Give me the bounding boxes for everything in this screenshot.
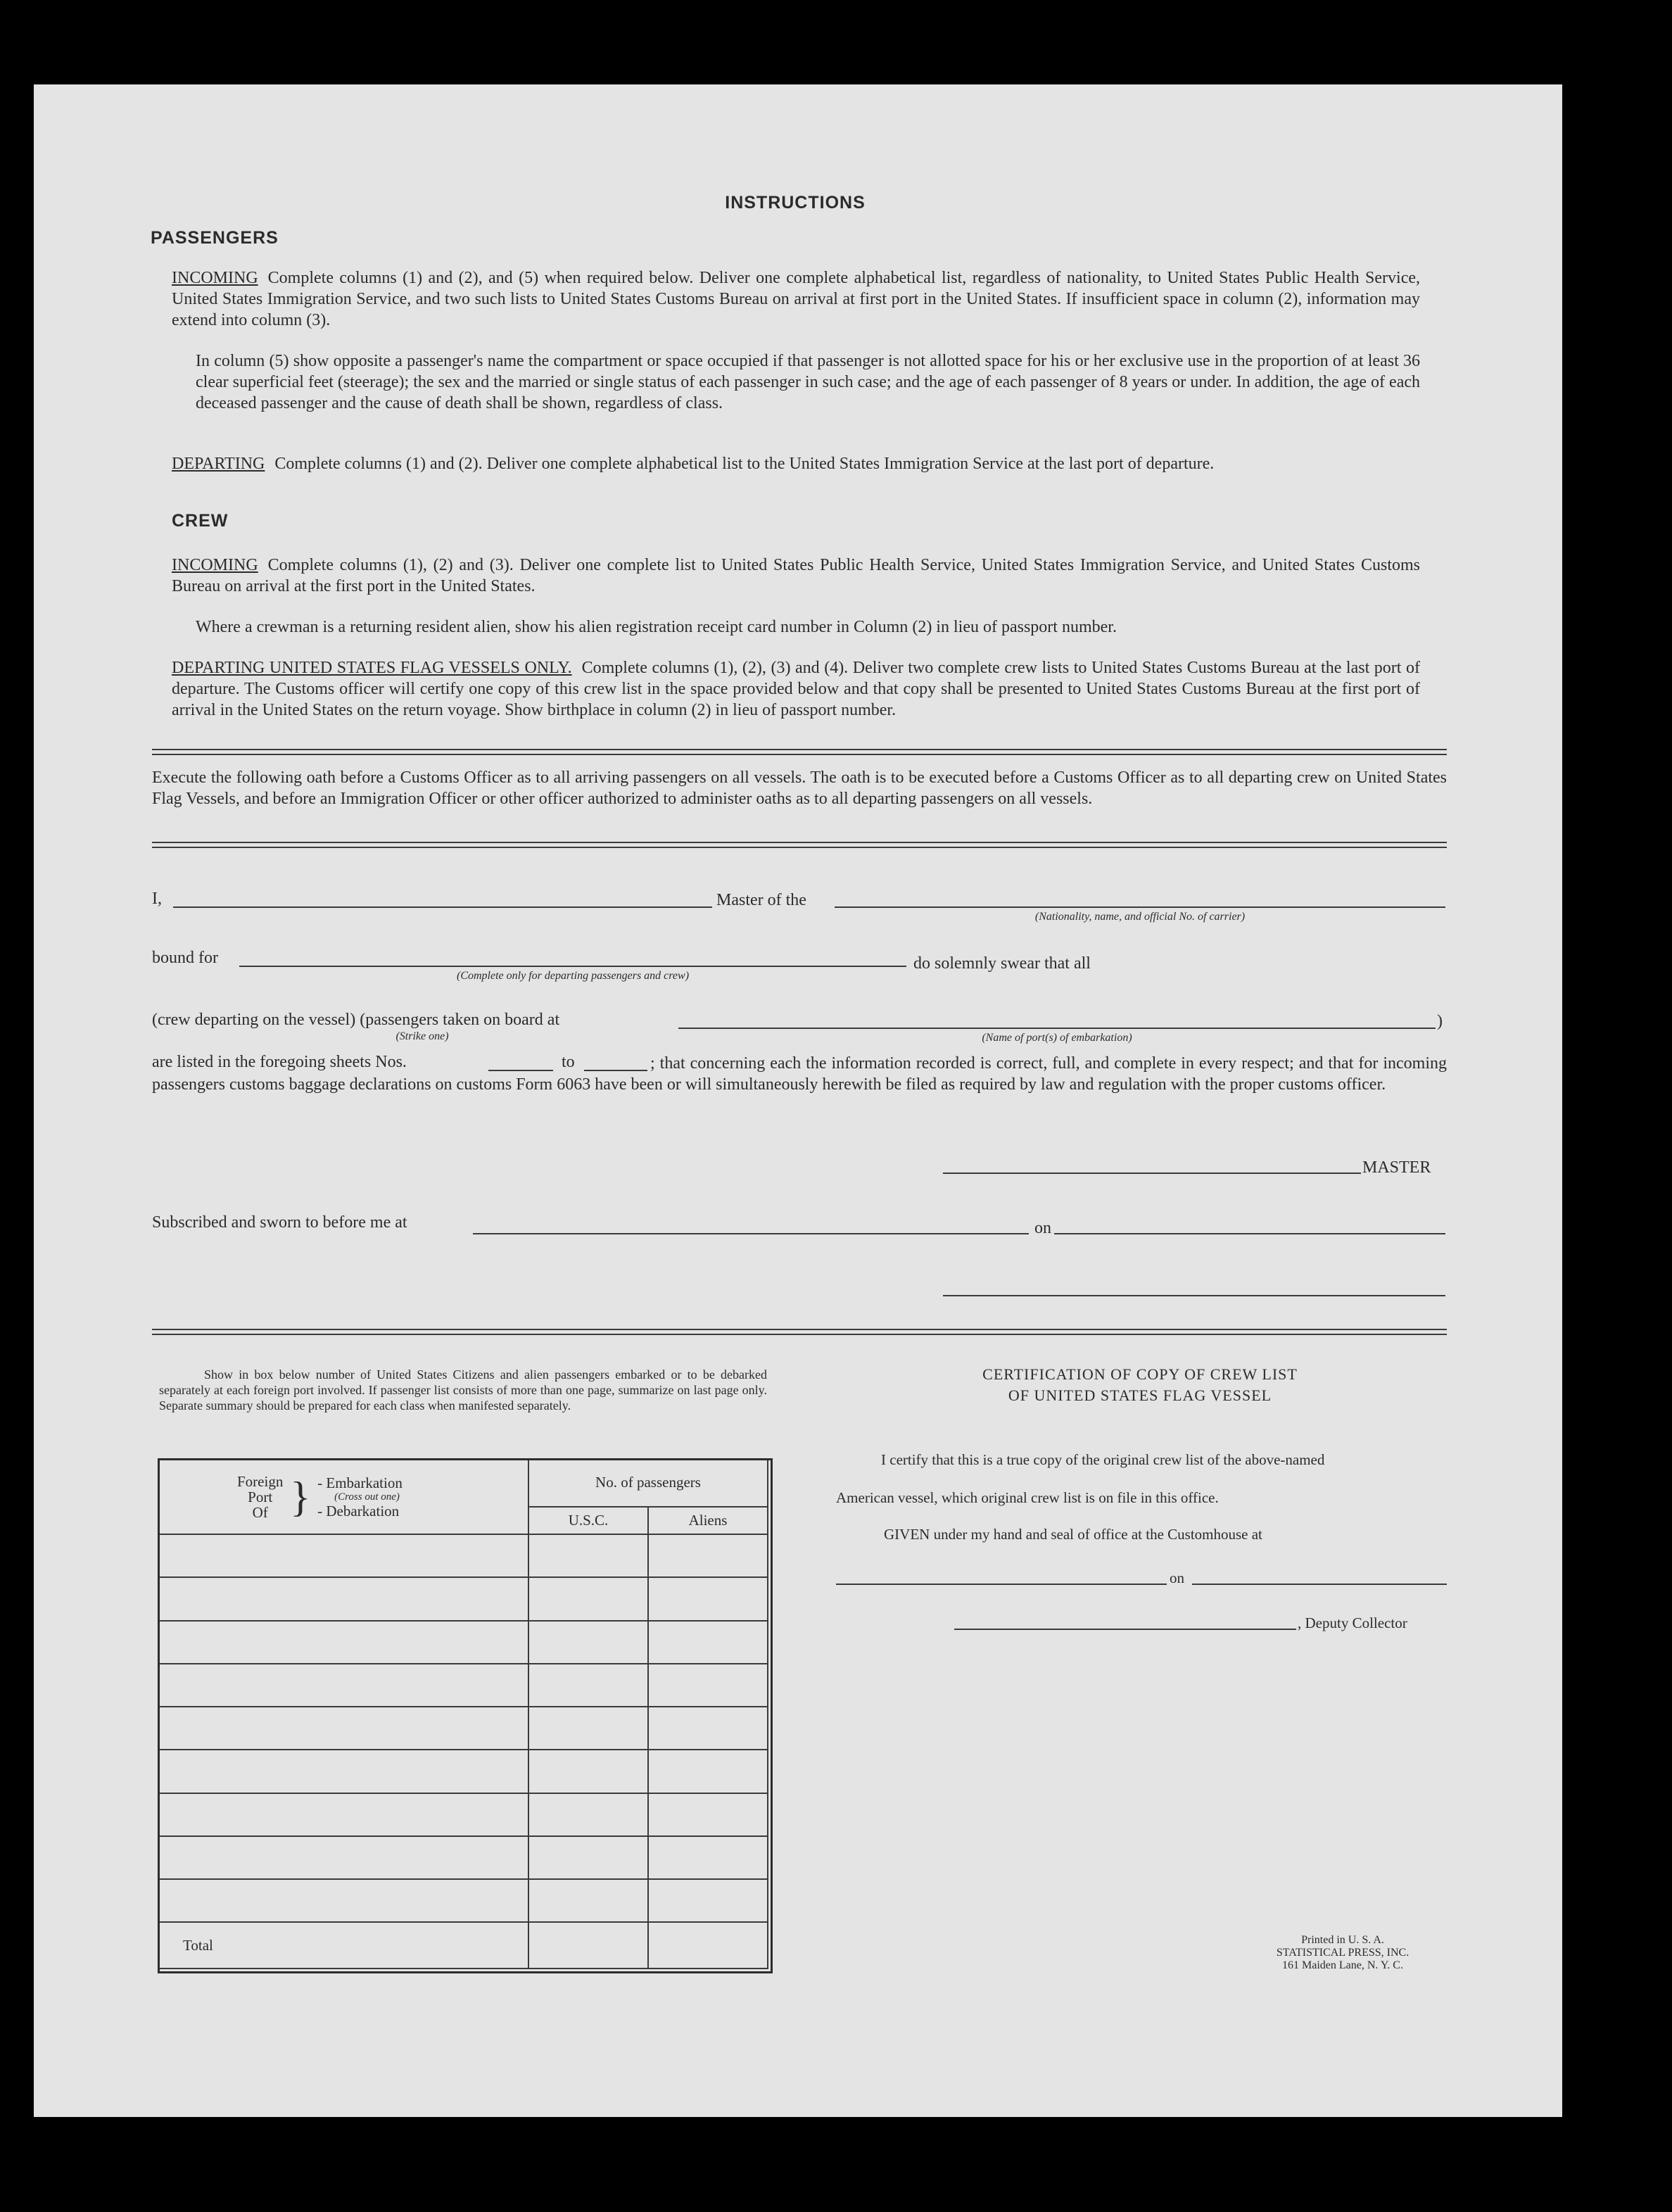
complete-only-caption: (Complete only for departing passengers and crew) [456,970,690,982]
passengers-incoming-paragraph [172,267,1420,331]
no-of-passengers-header: No. of passengers [528,1459,768,1507]
summary-table-border [158,1458,773,1973]
passengers-departing-paragraph [172,453,1420,474]
bound-for-field[interactable] [239,966,906,967]
certification-title [873,1364,1407,1406]
crewman-paragraph: Where a crewman is a returning resident alien, show his alien registration receipt card number in Column (2) in lieu of passport number. [196,618,1117,636]
passengers-departing-text: Complete columns (1) and (2). Deliver one complete alphabetical list to the United States Immigration Service at the last port of departure. [274,455,1215,473]
departing-flag-paragraph [172,657,1420,721]
double-rule [152,1329,1447,1335]
ports-caption: (Name of port(s) of embarkation) [982,1032,1132,1044]
sworn-place-field[interactable] [473,1233,1029,1234]
ports-field[interactable] [678,1028,1436,1029]
instructions-title: INSTRUCTIONS [725,193,866,213]
crew-incoming-label: INCOMING [172,556,258,574]
master-name-field[interactable] [173,906,712,908]
printer-line3: 161 Maiden Lane, N. Y. C. [1282,1959,1403,1971]
swear-label: do solemnly swear that all [913,954,1091,973]
to-label: to [562,1053,575,1071]
carrier-field[interactable] [835,906,1445,908]
certification-date-field[interactable] [1192,1584,1447,1585]
double-rule [152,842,1447,848]
certification-title-line1: CERTIFICATION OF COPY OF CREW LIST [982,1365,1298,1383]
departing-label: DEPARTING [172,455,265,473]
close-paren: ) [1437,1012,1443,1030]
on-label: on [1034,1219,1051,1237]
oath-instruction: Execute the following oath before a Customs Officer as to all arriving passengers on all vessels. The oath is to be executed before a Customs Officer as to all departing crew on United States Flag Vessels, and before an Immigration Officer or other officer authorized to administer oaths as to all departing passengers on all vessels. [152,769,1447,808]
embarkation-label[interactable]: - Embarkation [317,1474,403,1491]
port-label: Port [248,1488,273,1505]
total-label: Total [158,1922,528,1968]
departing-flag-text: Complete columns (1), (2), (3) and (4). Deliver two complete crew lists to United States Customs Bureau at the last port of departure. The Customs officer will certify one copy of this crew list in the space provided below and that copy shall be presented to United States Customs Bureau at the first port of arrival in the United States on the return voyage. Show birthplace in column (2) in lieu of passport number. [172,659,1420,719]
certification-on-label: on [1170,1569,1184,1586]
deputy-signature-field[interactable] [954,1629,1296,1630]
officer-signature-field[interactable] [943,1295,1445,1296]
double-rule [152,749,1447,755]
crew-incoming-paragraph [172,555,1420,597]
deputy-collector-label: , Deputy Collector [1298,1614,1407,1631]
cross-out-caption: (Cross out one) [334,1491,400,1503]
debarkation-label[interactable]: - Debarkation [317,1502,400,1519]
aliens-header: Aliens [648,1507,768,1534]
printer-line2: STATISTICAL PRESS, INC. [1276,1947,1410,1959]
bound-for-label: bound for [152,949,218,967]
nationality-caption: (Nationality, name, and official No. of carrier) [1034,911,1246,923]
brace: } [290,1473,311,1520]
customhouse-field[interactable] [836,1584,1167,1585]
printer-line1: Printed in U. S. A. [1301,1934,1384,1946]
printer-imprint [1230,1934,1455,1972]
master-label: MASTER [1362,1158,1431,1177]
crew-departing-label: (crew departing on the vessel) (passengers taken on board at [152,1011,560,1029]
usc-header: U.S.C. [528,1507,648,1534]
foreign-label: Foreign [237,1472,284,1490]
subscribed-label: Subscribed and sworn to before me at [152,1213,407,1232]
of-label: Of [252,1503,268,1521]
summary-note: Show in box below number of United States Citizens and alien passengers embarked or to be debarked separately at each foreign port involved. If passenger list consists of more than one page, summarize on last page only. Separate summary should be prepared for each class when manifested separately. [159,1367,767,1412]
departing-flag-label: DEPARTING UNITED STATES FLAG VESSELS ONLY. [172,659,572,677]
given-text: GIVEN under my hand and seal of office at the Customhouse at [884,1526,1262,1543]
master-of-label: Master of the [716,891,806,909]
sworn-date-field[interactable] [1054,1233,1445,1234]
certification-title-line2: OF UNITED STATES FLAG VESSEL [1008,1386,1272,1404]
listed-label: are listed in the foregoing sheets Nos. [152,1053,407,1071]
certify-line2: American vessel, which original crew list is on file in this office. [836,1489,1219,1506]
crew-incoming-text: Complete columns (1), (2) and (3). Deliver one complete list to United States Public Health Service, United States Immigration Service, and United States Customs Bureau on arrival at the first port in the United States. [172,556,1420,595]
listed-rest: ; that concerning each the information recorded is correct, full, and complete in every respect; and that for incoming passengers customs baggage declarations on customs Form 6063 have been or will simultaneously herewith be filed as required by law and regulation with the proper customs officer. [152,1054,1447,1094]
passengers-incoming-text: Complete columns (1) and (2), and (5) when required below. Deliver one complete alphabetical list, regardless of nationality, to United States Public Health Service, United States Immigration Service, and two such lists to United States Customs Bureau on arrival at first port in the United States. If insufficient space in column (2), information may extend into column (3). [172,269,1420,329]
master-signature-field[interactable] [943,1173,1361,1174]
column5-paragraph: In column (5) show opposite a passenger's name the compartment or space occupied if that passenger is not allotted space for his or her exclusive use in the proportion of at least 36 clear superficial feet (steerage); the sex and the married or single status of each passenger in such case; and the age of each passenger of 8 years or under. In addition, the age of each deceased passenger and the cause of death shall be shown, regardless of class. [196,352,1420,412]
strike-one-caption: (Strike one) [395,1030,449,1042]
certify-line1: I certify that this is a true copy of the original crew list of the above-named [881,1451,1325,1468]
passengers-heading: PASSENGERS [151,228,279,248]
oath-i-label: I, [152,890,162,908]
incoming-label: INCOMING [172,269,258,287]
crew-heading: CREW [172,511,229,531]
